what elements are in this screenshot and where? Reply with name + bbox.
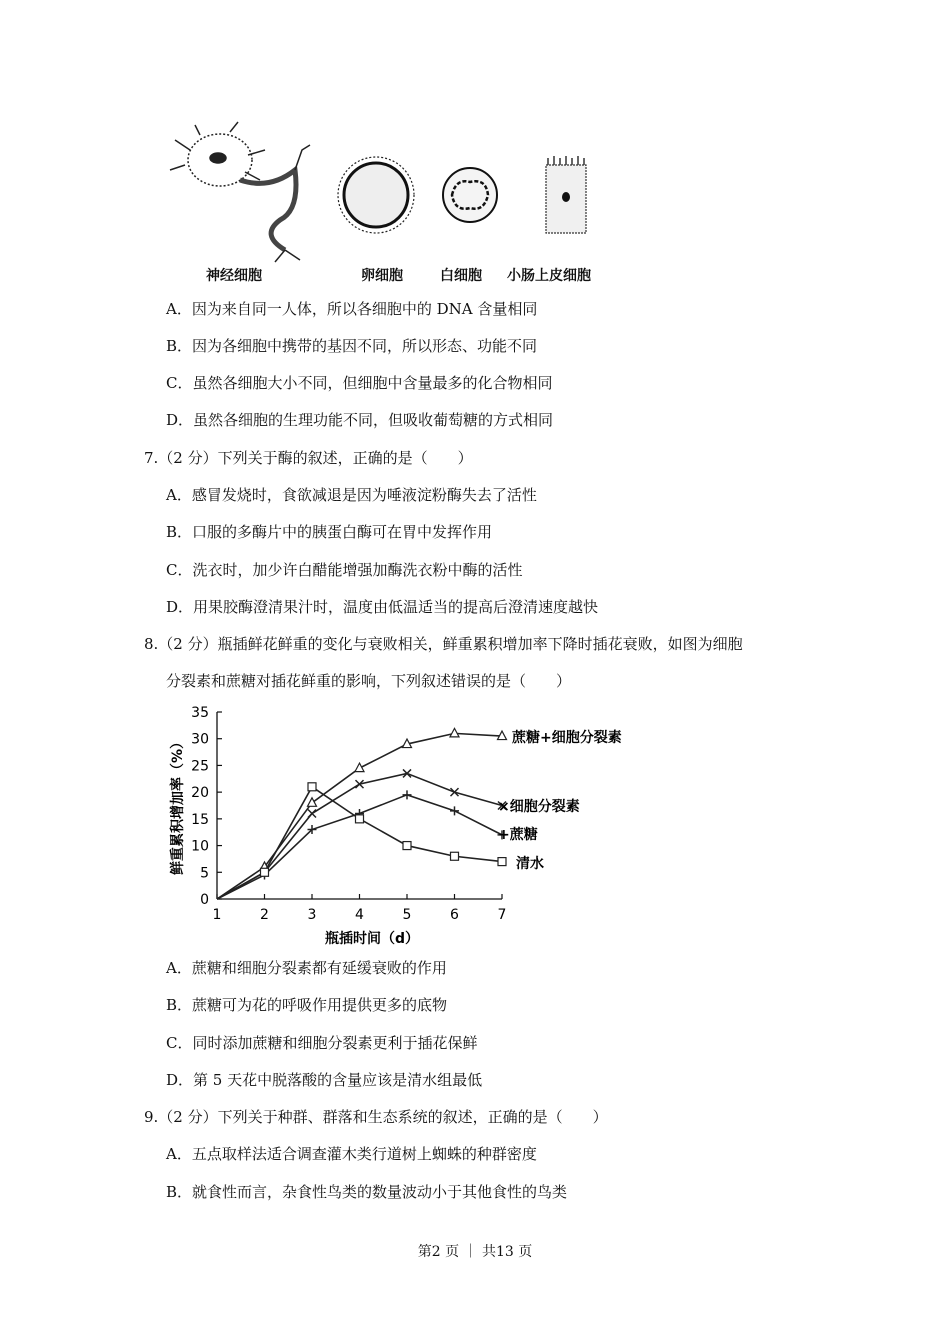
cell-label-neuron: 神经细胞	[206, 268, 262, 284]
cell-drawings	[160, 120, 620, 265]
data-point-triangle	[308, 798, 317, 807]
data-point-square	[308, 783, 316, 791]
data-point-square	[261, 868, 269, 876]
cell-label-wbc: 白细胞	[440, 268, 482, 284]
x-tick-label: 1	[212, 907, 222, 923]
q9-option-b: B．就食性而言，杂食性鸟类的数量波动小于其他食性的鸟类	[166, 1183, 568, 1201]
cell-label-intestinal: 小肠上皮细胞	[507, 268, 591, 284]
q8-option-d: D．第 5 天花中脱落酸的含量应该是清水组最低	[166, 1071, 483, 1089]
q9-option-a: A．五点取样法适合调查灌木类行道树上蜘蛛的种群密度	[166, 1145, 537, 1163]
data-point-plus	[403, 790, 412, 799]
x-tick-label: 6	[450, 907, 459, 923]
q7-option-d: D．用果胶酶澄清果汁时，温度由低温适当的提高后澄清速度越快	[166, 598, 599, 616]
legend-sugar-cytokinin: 蔗糖+细胞分裂素	[512, 730, 622, 746]
q6-option-d: D．虽然各细胞的生理功能不同，但吸收葡萄糖的方式相同	[166, 411, 554, 429]
q7-option-a: A．感冒发烧时，食欲减退是因为唾液淀粉酶失去了活性	[166, 486, 537, 504]
q8-option-a: A．蔗糖和细胞分裂素都有延缓衰败的作用	[166, 959, 447, 977]
white-blood-cell-image	[443, 168, 497, 222]
data-point-plus	[450, 806, 459, 815]
q6-option-b: B．因为各细胞中携带的基因不同，所以形态、功能不同	[166, 337, 538, 355]
legend-sugar: +蔗糖	[498, 827, 538, 843]
data-point-triangle	[450, 728, 459, 737]
q7-option-c: C．洗衣时，加少许白醋能增强加酶洗衣粉中酶的活性	[166, 561, 523, 579]
y-tick-label: 15	[191, 811, 209, 828]
page-footer: 第2 页 ｜ 共13 页	[417, 1244, 533, 1260]
data-point-square	[498, 858, 506, 866]
q8-option-c: C．同时添加蔗糖和细胞分裂素更利于插花保鲜	[166, 1034, 478, 1052]
q8-stem-line1: 8.（2 分）瓶插鲜花鲜重的变化与衰败相关，鲜重累积增加率下降时插花衰败，如图为细胞	[144, 635, 743, 653]
q6-option-c: C．虽然各细胞大小不同，但细胞中含量最多的化合物相同	[166, 374, 553, 392]
legend-cytokinin: ×细胞分裂素	[498, 799, 580, 815]
cell-label-egg: 卵细胞	[361, 268, 403, 284]
q6-option-a: A．因为来自同一人体，所以各细胞中的 DNA 含量相同	[166, 300, 538, 318]
q7-option-b: B．口服的多酶片中的胰蛋白酶可在胃中发挥作用	[166, 523, 493, 541]
intestinal-cell-image	[546, 156, 586, 233]
q8-stem-line2: 分裂素和蔗糖对插花鲜重的影响，下列叙述错误的是（ ）	[166, 672, 572, 690]
series-line-1	[217, 773, 502, 899]
x-tick-label: 7	[497, 907, 507, 923]
data-point-cross	[308, 810, 316, 818]
y-tick-label: 25	[191, 758, 209, 775]
legend-water: 清水	[516, 856, 544, 872]
q8-option-b: B．蔗糖可为花的呼吸作用提供更多的底物	[166, 996, 448, 1014]
y-tick-label: 5	[200, 865, 209, 882]
neuron-cell-image	[170, 122, 310, 262]
x-tick-label: 2	[260, 907, 269, 923]
y-tick-label: 35	[191, 705, 209, 721]
y-tick-label: 10	[191, 838, 209, 855]
x-tick-label: 5	[402, 907, 412, 923]
y-tick-label: 30	[191, 731, 209, 748]
q7-stem: 7.（2 分）下列关于酶的叙述，正确的是（ ）	[144, 449, 473, 467]
q9-stem: 9.（2 分）下列关于种群、群落和生态系统的叙述，正确的是（ ）	[144, 1108, 608, 1126]
y-axis-label: 鲜重累积增加率（%）	[170, 734, 186, 876]
x-axis-label: 瓶插时间（d）	[324, 931, 420, 947]
x-tick-label: 4	[355, 907, 364, 923]
series-line-3	[217, 787, 502, 899]
freshweight-chart	[160, 700, 660, 955]
data-point-square	[356, 815, 364, 823]
data-point-square	[451, 852, 459, 860]
x-tick-label: 3	[307, 907, 317, 923]
data-point-square	[403, 842, 411, 850]
y-tick-label: 0	[200, 892, 209, 908]
egg-cell-image	[338, 157, 414, 233]
y-tick-label: 20	[191, 785, 209, 802]
